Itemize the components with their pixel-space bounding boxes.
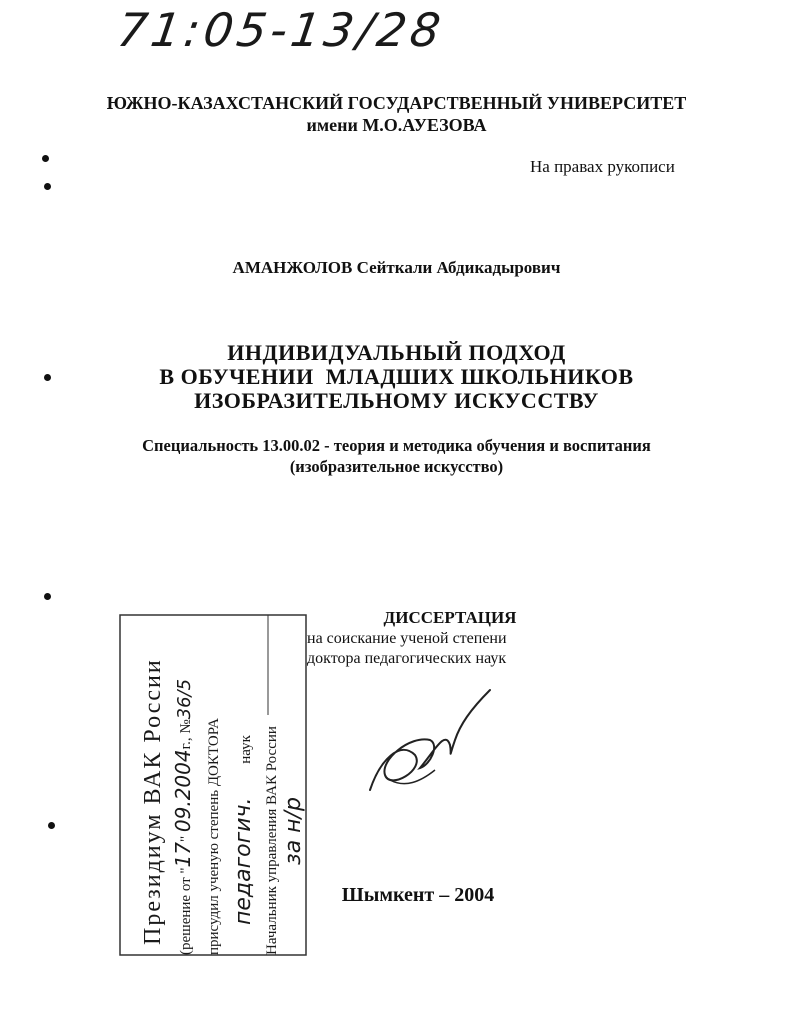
city-and-year: Шымкент – 2004 [341,884,495,906]
thesis-title-line: В ОБУЧЕНИИ МЛАДШИХ ШКОЛЬНИКОВ [159,364,634,389]
vak-approval-stamp [118,595,318,975]
stamp-line-presidium: Президиум ВАК России [140,658,166,945]
specialty-note: (изобразительное искусство) [289,457,504,476]
university-named-after: имени М.О.АУЕЗОВА [306,115,487,135]
dissertation-degree-line: на соискание ученой степени [307,630,507,647]
thesis-title-line: ИЗОБРАЗИТЕЛЬНОМУ ИСКУССТВУ [194,388,599,413]
stamp-line-awarded: присудил ученую степень ДОКТОРА [206,718,222,955]
thesis-title-line: ИНДИВИДУАЛЬНЫЙ ПОДХОД [227,340,566,365]
dissertation-label: ДИССЕРТАЦИЯ [383,608,517,627]
university-name: ЮЖНО-КАЗАХСТАНСКИЙ ГОСУДАРСТВЕННЫЙ УНИВЕРСИТЕТ [106,93,687,113]
margin-dot [44,183,51,190]
author-name: АМАНЖОЛОВ Сейткали Абдикадырович [232,258,561,277]
signature-scribble [360,680,500,810]
margin-dot [44,593,51,600]
dissertation-degree-line: доктора педагогических наук [307,650,507,667]
stamp-line-decision: (решение от "17" 09.2004г., №36/5 [171,678,195,955]
margin-dot [42,155,49,162]
manuscript-rights-note: На правах рукописи [530,157,675,176]
stamp-line-head: Начальник управления ВАК России [264,726,280,955]
stamp-line-signature: за н/р [281,797,306,865]
specialty: Специальность 13.00.02 - теория и методика обучения и воспитания [142,436,651,455]
stamp-line-science: педагогич. наук [231,735,256,925]
margin-dot [48,822,55,829]
handwritten-archive-number: 71:05-13/28 [114,3,448,57]
